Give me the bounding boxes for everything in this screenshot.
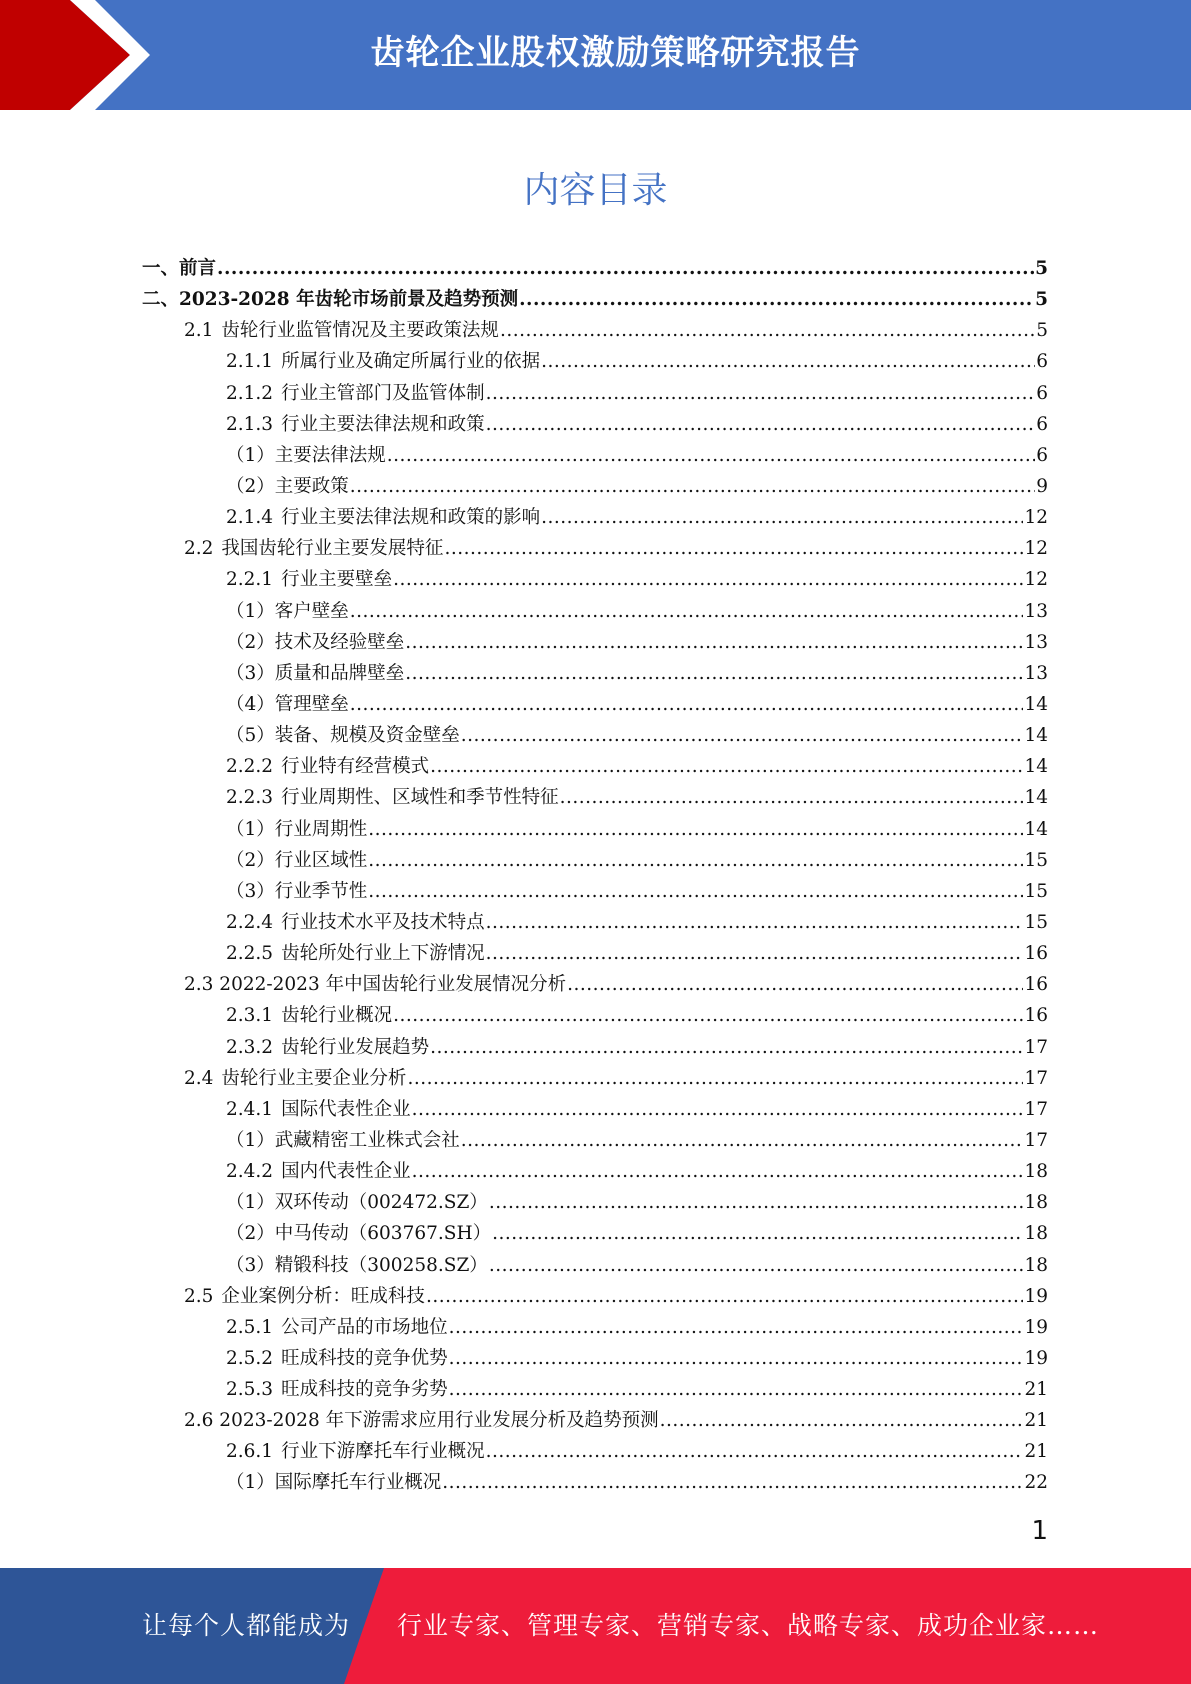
toc-entry-number: 2.1.4: [226, 507, 274, 529]
toc-dot-leader: [500, 315, 1035, 346]
toc-entry-line: [184, 969, 1048, 1000]
toc-entry-page: 12: [1024, 507, 1048, 529]
toc-entry-page: 18: [1024, 1192, 1048, 1214]
toc-entry[interactable]: [0, 658, 1191, 689]
toc-entry-page: 14: [1024, 756, 1048, 778]
toc-entry-title: 企业案例分析：旺成科技: [221, 1285, 425, 1307]
toc-entry-page: 14: [1024, 818, 1048, 840]
toc-entry[interactable]: [0, 1156, 1191, 1187]
toc-entry-page: 6: [1036, 351, 1048, 373]
toc-entry-line: [226, 689, 1048, 720]
toc-entry-line: [184, 1281, 1048, 1312]
toc-dot-leader: [393, 564, 1023, 595]
toc-entry-title: 齿轮行业主要企业分析: [221, 1067, 407, 1089]
toc-entry-page: 14: [1024, 787, 1048, 809]
toc-entry-number: 2.4.1: [226, 1098, 274, 1120]
toc-entry-page: 17: [1024, 1129, 1048, 1151]
toc-entry-page: 21: [1024, 1441, 1048, 1463]
toc-entry-line: [226, 1436, 1048, 1467]
toc-entry-line: [184, 533, 1048, 564]
toc-entry-title: （2）技术及经验壁垒: [226, 631, 405, 653]
toc-dot-leader: [350, 596, 1024, 627]
toc-dot-leader: [489, 1250, 1024, 1281]
toc-entry-line: [142, 253, 1048, 284]
toc-entry[interactable]: [0, 1405, 1191, 1436]
toc-dot-leader: [449, 1312, 1024, 1343]
toc-entry-page: 13: [1024, 631, 1048, 653]
toc-entry-line: [184, 1063, 1048, 1094]
toc-entry[interactable]: [0, 409, 1191, 440]
toc-entry-number: 2.1: [184, 320, 214, 342]
toc-dot-leader: [217, 253, 1034, 284]
toc-entry[interactable]: [0, 471, 1191, 502]
toc-entry-page: 18: [1024, 1254, 1048, 1276]
toc-entry-number: 2.6.1: [226, 1441, 274, 1463]
toc-dot-leader: [541, 502, 1023, 533]
report-title: 齿轮企业股权激励策略研究报告: [370, 33, 861, 73]
toc-entry-page: 19: [1024, 1285, 1048, 1307]
toc-entry-title: （2）中马传动（603767.SH）: [226, 1223, 492, 1245]
page-footer: [0, 1568, 1191, 1684]
toc-entry-number: 2.2: [184, 538, 214, 560]
toc-entry-line: [226, 1467, 1048, 1498]
toc-entry[interactable]: [0, 876, 1191, 907]
toc-entry-number: 2.3.2: [226, 1036, 274, 1058]
toc-entry-line: [226, 782, 1048, 813]
toc-entry-page: 5: [1035, 258, 1048, 279]
toc-entry[interactable]: [0, 782, 1191, 813]
toc-entry[interactable]: [0, 1281, 1191, 1312]
toc-entry-title: 齿轮行业监管情况及主要政策法规: [221, 320, 499, 342]
toc-entry-title: 我国齿轮行业主要发展特征: [221, 538, 444, 560]
toc-entry-line: [226, 409, 1048, 440]
toc-dot-leader: [412, 1156, 1024, 1187]
toc-dot-leader: [567, 969, 1023, 1000]
toc-entry-title: （2）主要政策: [226, 475, 349, 497]
toc-entry-number: 2.1.2: [226, 382, 274, 404]
toc-entry-title: 齿轮行业概况: [281, 1005, 393, 1027]
toc-entry-line: [226, 845, 1048, 876]
toc-dot-leader: [350, 471, 1035, 502]
toc-entry-page: 13: [1024, 600, 1048, 622]
toc-entry[interactable]: [0, 502, 1191, 533]
toc-entry-number: 2.5.2: [226, 1347, 274, 1369]
toc-entry-title: 行业主要法律法规和政策的影响: [281, 507, 541, 529]
toc-dot-leader: [444, 533, 1023, 564]
toc-entry-title: 所属行业及确定所属行业的依据: [281, 351, 541, 373]
toc-entry-line: [226, 378, 1048, 409]
toc-entry-line: [226, 720, 1048, 751]
toc-entry[interactable]: [0, 1374, 1191, 1405]
toc-entry-title: 行业特有经营模式: [281, 756, 430, 778]
toc-entry-page: 17: [1024, 1036, 1048, 1058]
toc-dot-leader: [660, 1405, 1024, 1436]
toc-entry-title: （3）质量和品牌壁垒: [226, 662, 405, 684]
toc-dot-leader: [449, 1343, 1024, 1374]
toc-entry[interactable]: [0, 1125, 1191, 1156]
page-number: 1: [1031, 1516, 1048, 1546]
toc-entry-title: 旺成科技的竞争劣势: [281, 1379, 448, 1401]
toc-entry-page: 16: [1024, 1005, 1048, 1027]
toc-entry-page: 22: [1024, 1472, 1048, 1494]
toc-entry-page: 13: [1024, 662, 1048, 684]
toc-entry-title: 行业周期性、区域性和季节性特征: [281, 787, 559, 809]
toc-entry-line: [226, 627, 1048, 658]
toc-entry-line: [142, 284, 1048, 315]
toc-entry-line: [184, 1405, 1048, 1436]
toc-entry-number: 2.5.1: [226, 1316, 274, 1338]
toc-entry[interactable]: [0, 253, 1191, 284]
toc-entry-page: 16: [1024, 974, 1048, 996]
toc-entry-line: [226, 814, 1048, 845]
toc-entry-title: 2.6 2023-2028 年下游需求应用行业发展分析及趋势预测: [184, 1410, 659, 1432]
toc-entry-page: 12: [1024, 569, 1048, 591]
toc-dot-leader: [368, 814, 1023, 845]
toc-dot-leader: [350, 689, 1024, 720]
toc-entry[interactable]: [0, 1343, 1191, 1374]
toc-entry-title: 齿轮所处行业上下游情况: [281, 943, 485, 965]
toc-entry-title: 行业技术水平及技术特点: [281, 911, 485, 933]
toc-entry-line: [226, 751, 1048, 782]
toc-entry-title: 行业主要法律法规和政策: [281, 413, 485, 435]
toc-dot-leader: [387, 440, 1035, 471]
toc-entry-title: 齿轮行业发展趋势: [281, 1036, 430, 1058]
toc-entry-line: [226, 471, 1048, 502]
toc-entry[interactable]: [0, 1467, 1191, 1498]
toc-dot-leader: [486, 1436, 1024, 1467]
toc-entry-line: [226, 596, 1048, 627]
toc-entry[interactable]: [0, 346, 1191, 377]
toc-entry-title: 行业主要壁垒: [281, 569, 393, 591]
toc-dot-leader: [430, 751, 1023, 782]
toc-dot-leader: [368, 845, 1023, 876]
toc-entry[interactable]: [0, 1436, 1191, 1467]
toc-entry-title: （1）国际摩托车行业概况: [226, 1472, 442, 1494]
toc-entry-title: 行业下游摩托车行业概况: [281, 1441, 485, 1463]
table-of-contents: [0, 253, 1191, 1499]
toc-entry-line: [226, 1032, 1048, 1063]
toc-entry-page: 19: [1024, 1347, 1048, 1369]
toc-entry-line: [226, 346, 1048, 377]
toc-entry[interactable]: [0, 689, 1191, 720]
toc-dot-leader: [486, 409, 1036, 440]
toc-entry-number: 2.2.5: [226, 943, 274, 965]
toc-entry[interactable]: [0, 720, 1191, 751]
toc-entry[interactable]: [0, 751, 1191, 782]
toc-entry-page: 5: [1036, 320, 1048, 342]
toc-entry[interactable]: [0, 1312, 1191, 1343]
toc-entry-title: 2.3 2022-2023 年中国齿轮行业发展情况分析: [184, 974, 567, 996]
toc-entry[interactable]: [0, 1250, 1191, 1281]
toc-dot-leader: [486, 907, 1024, 938]
toc-entry-line: [226, 1187, 1048, 1218]
toc-dot-leader: [407, 1063, 1023, 1094]
toc-entry[interactable]: [0, 969, 1191, 1000]
toc-entry[interactable]: [0, 1094, 1191, 1125]
toc-dot-leader: [426, 1281, 1024, 1312]
toc-entry-line: [226, 876, 1048, 907]
toc-entry-page: 21: [1024, 1410, 1048, 1432]
toc-dot-leader: [449, 1374, 1024, 1405]
toc-entry[interactable]: [0, 284, 1191, 315]
toc-entry[interactable]: [0, 627, 1191, 658]
toc-dot-leader: [461, 720, 1024, 751]
toc-dot-leader: [442, 1467, 1023, 1498]
toc-entry[interactable]: [0, 315, 1191, 346]
toc-dot-leader: [541, 346, 1035, 377]
toc-entry-line: [226, 1125, 1048, 1156]
toc-entry-line: [226, 1156, 1048, 1187]
toc-dot-leader: [405, 658, 1023, 689]
toc-entry[interactable]: [0, 814, 1191, 845]
toc-entry-number: 2.4.2: [226, 1161, 274, 1183]
toc-entry-title: 国际代表性企业: [281, 1098, 411, 1120]
toc-entry-line: [226, 938, 1048, 969]
toc-entry-title: 公司产品的市场地位: [281, 1316, 448, 1338]
toc-entry-title: （1）行业周期性: [226, 818, 368, 840]
toc-entry-page: 15: [1024, 880, 1048, 902]
toc-entry[interactable]: [0, 564, 1191, 595]
toc-entry[interactable]: [0, 1063, 1191, 1094]
toc-heading: 内容目录: [523, 170, 668, 211]
toc-dot-leader: [489, 1187, 1024, 1218]
toc-entry-title: 国内代表性企业: [281, 1161, 411, 1183]
toc-entry-line: [226, 502, 1048, 533]
toc-dot-leader: [412, 1094, 1024, 1125]
toc-entry-page: 14: [1024, 693, 1048, 715]
toc-entry-page: 5: [1035, 289, 1048, 311]
toc-entry-number: 2.1.1: [226, 351, 274, 373]
toc-entry-page: 17: [1024, 1067, 1048, 1089]
toc-entry-title: 一、前言: [142, 258, 217, 279]
toc-entry-page: 21: [1024, 1379, 1048, 1401]
toc-entry-line: [226, 1312, 1048, 1343]
toc-entry-number: 2.5.3: [226, 1379, 274, 1401]
toc-entry-page: 15: [1024, 849, 1048, 871]
toc-entry-title: （1）主要法律法规: [226, 444, 386, 466]
toc-dot-leader: [368, 876, 1023, 907]
toc-entry-page: 6: [1036, 382, 1048, 404]
toc-entry-line: [226, 1218, 1048, 1249]
toc-dot-leader: [430, 1032, 1023, 1063]
toc-entry-title: （4）管理壁垒: [226, 693, 349, 715]
toc-entry-line: [226, 1250, 1048, 1281]
toc-entry-line: [226, 1000, 1048, 1031]
toc-entry-page: 6: [1036, 413, 1048, 435]
toc-entry-line: [226, 658, 1048, 689]
toc-entry-number: 2.2.1: [226, 569, 274, 591]
toc-entry-title: （2）行业区域性: [226, 849, 368, 871]
toc-dot-leader: [461, 1125, 1024, 1156]
toc-dot-leader: [486, 378, 1036, 409]
toc-entry[interactable]: [0, 378, 1191, 409]
footer-slogan-left: 让每个人都能成为: [142, 1611, 351, 1640]
footer-slogan-right: 行业专家、管理专家、营销专家、战略专家、成功企业家……: [397, 1611, 1100, 1640]
toc-entry[interactable]: [0, 1187, 1191, 1218]
toc-entry-title: （1）武藏精密工业株式会社: [226, 1129, 460, 1151]
toc-entry-line: [226, 1343, 1048, 1374]
toc-entry[interactable]: [0, 907, 1191, 938]
toc-entry-number: 2.1.3: [226, 413, 274, 435]
toc-entry-title: （3）行业季节性: [226, 880, 368, 902]
toc-entry-line: [226, 1094, 1048, 1125]
toc-entry-line: [226, 907, 1048, 938]
toc-entry-number: 2.2.3: [226, 787, 274, 809]
toc-entry[interactable]: [0, 440, 1191, 471]
toc-entry[interactable]: [0, 845, 1191, 876]
toc-entry-page: 14: [1024, 725, 1048, 747]
toc-dot-leader: [560, 782, 1024, 813]
toc-entry-title: 旺成科技的竞争优势: [281, 1347, 448, 1369]
toc-entry[interactable]: [0, 596, 1191, 627]
toc-entry-page: 16: [1024, 943, 1048, 965]
toc-entry-page: 18: [1024, 1223, 1048, 1245]
toc-entry-title: （1）双环传动（002472.SZ）: [226, 1192, 488, 1214]
toc-entry-line: [226, 564, 1048, 595]
toc-entry-number: 2.5: [184, 1285, 214, 1307]
toc-entry-title: 行业主管部门及监管体制: [281, 382, 485, 404]
toc-entry-line: [226, 1374, 1048, 1405]
toc-entry-page: 17: [1024, 1098, 1048, 1120]
toc-entry-line: [184, 315, 1048, 346]
toc-entry-page: 9: [1036, 475, 1048, 497]
toc-entry-page: 19: [1024, 1316, 1048, 1338]
toc-entry-number: 2.3.1: [226, 1005, 274, 1027]
toc-entry-page: 6: [1036, 444, 1048, 466]
toc-entry[interactable]: [0, 938, 1191, 969]
toc-dot-leader: [486, 938, 1024, 969]
toc-dot-leader: [519, 284, 1034, 315]
toc-entry-number: 2.2.4: [226, 911, 274, 933]
toc-entry-title: （1）客户壁垒: [226, 600, 349, 622]
toc-entry-title: 二、2023-2028 年齿轮市场前景及趋势预测: [142, 289, 519, 311]
toc-entry-number: 2.4: [184, 1067, 214, 1089]
toc-dot-leader: [393, 1000, 1023, 1031]
toc-entry-number: 2.2.2: [226, 756, 274, 778]
toc-entry-line: [226, 440, 1048, 471]
toc-entry-title: （5）装备、规模及资金壁垒: [226, 725, 460, 747]
page-header: [0, 0, 1191, 110]
toc-dot-leader: [405, 627, 1023, 658]
toc-entry[interactable]: [0, 1218, 1191, 1249]
toc-entry-page: 12: [1024, 538, 1048, 560]
toc-dot-leader: [492, 1218, 1023, 1249]
toc-entry-page: 15: [1024, 911, 1048, 933]
toc-entry[interactable]: [0, 533, 1191, 564]
toc-entry-page: 18: [1024, 1161, 1048, 1183]
toc-entry[interactable]: [0, 1000, 1191, 1031]
toc-entry[interactable]: [0, 1032, 1191, 1063]
toc-entry-title: （3）精锻科技（300258.SZ）: [226, 1254, 488, 1276]
